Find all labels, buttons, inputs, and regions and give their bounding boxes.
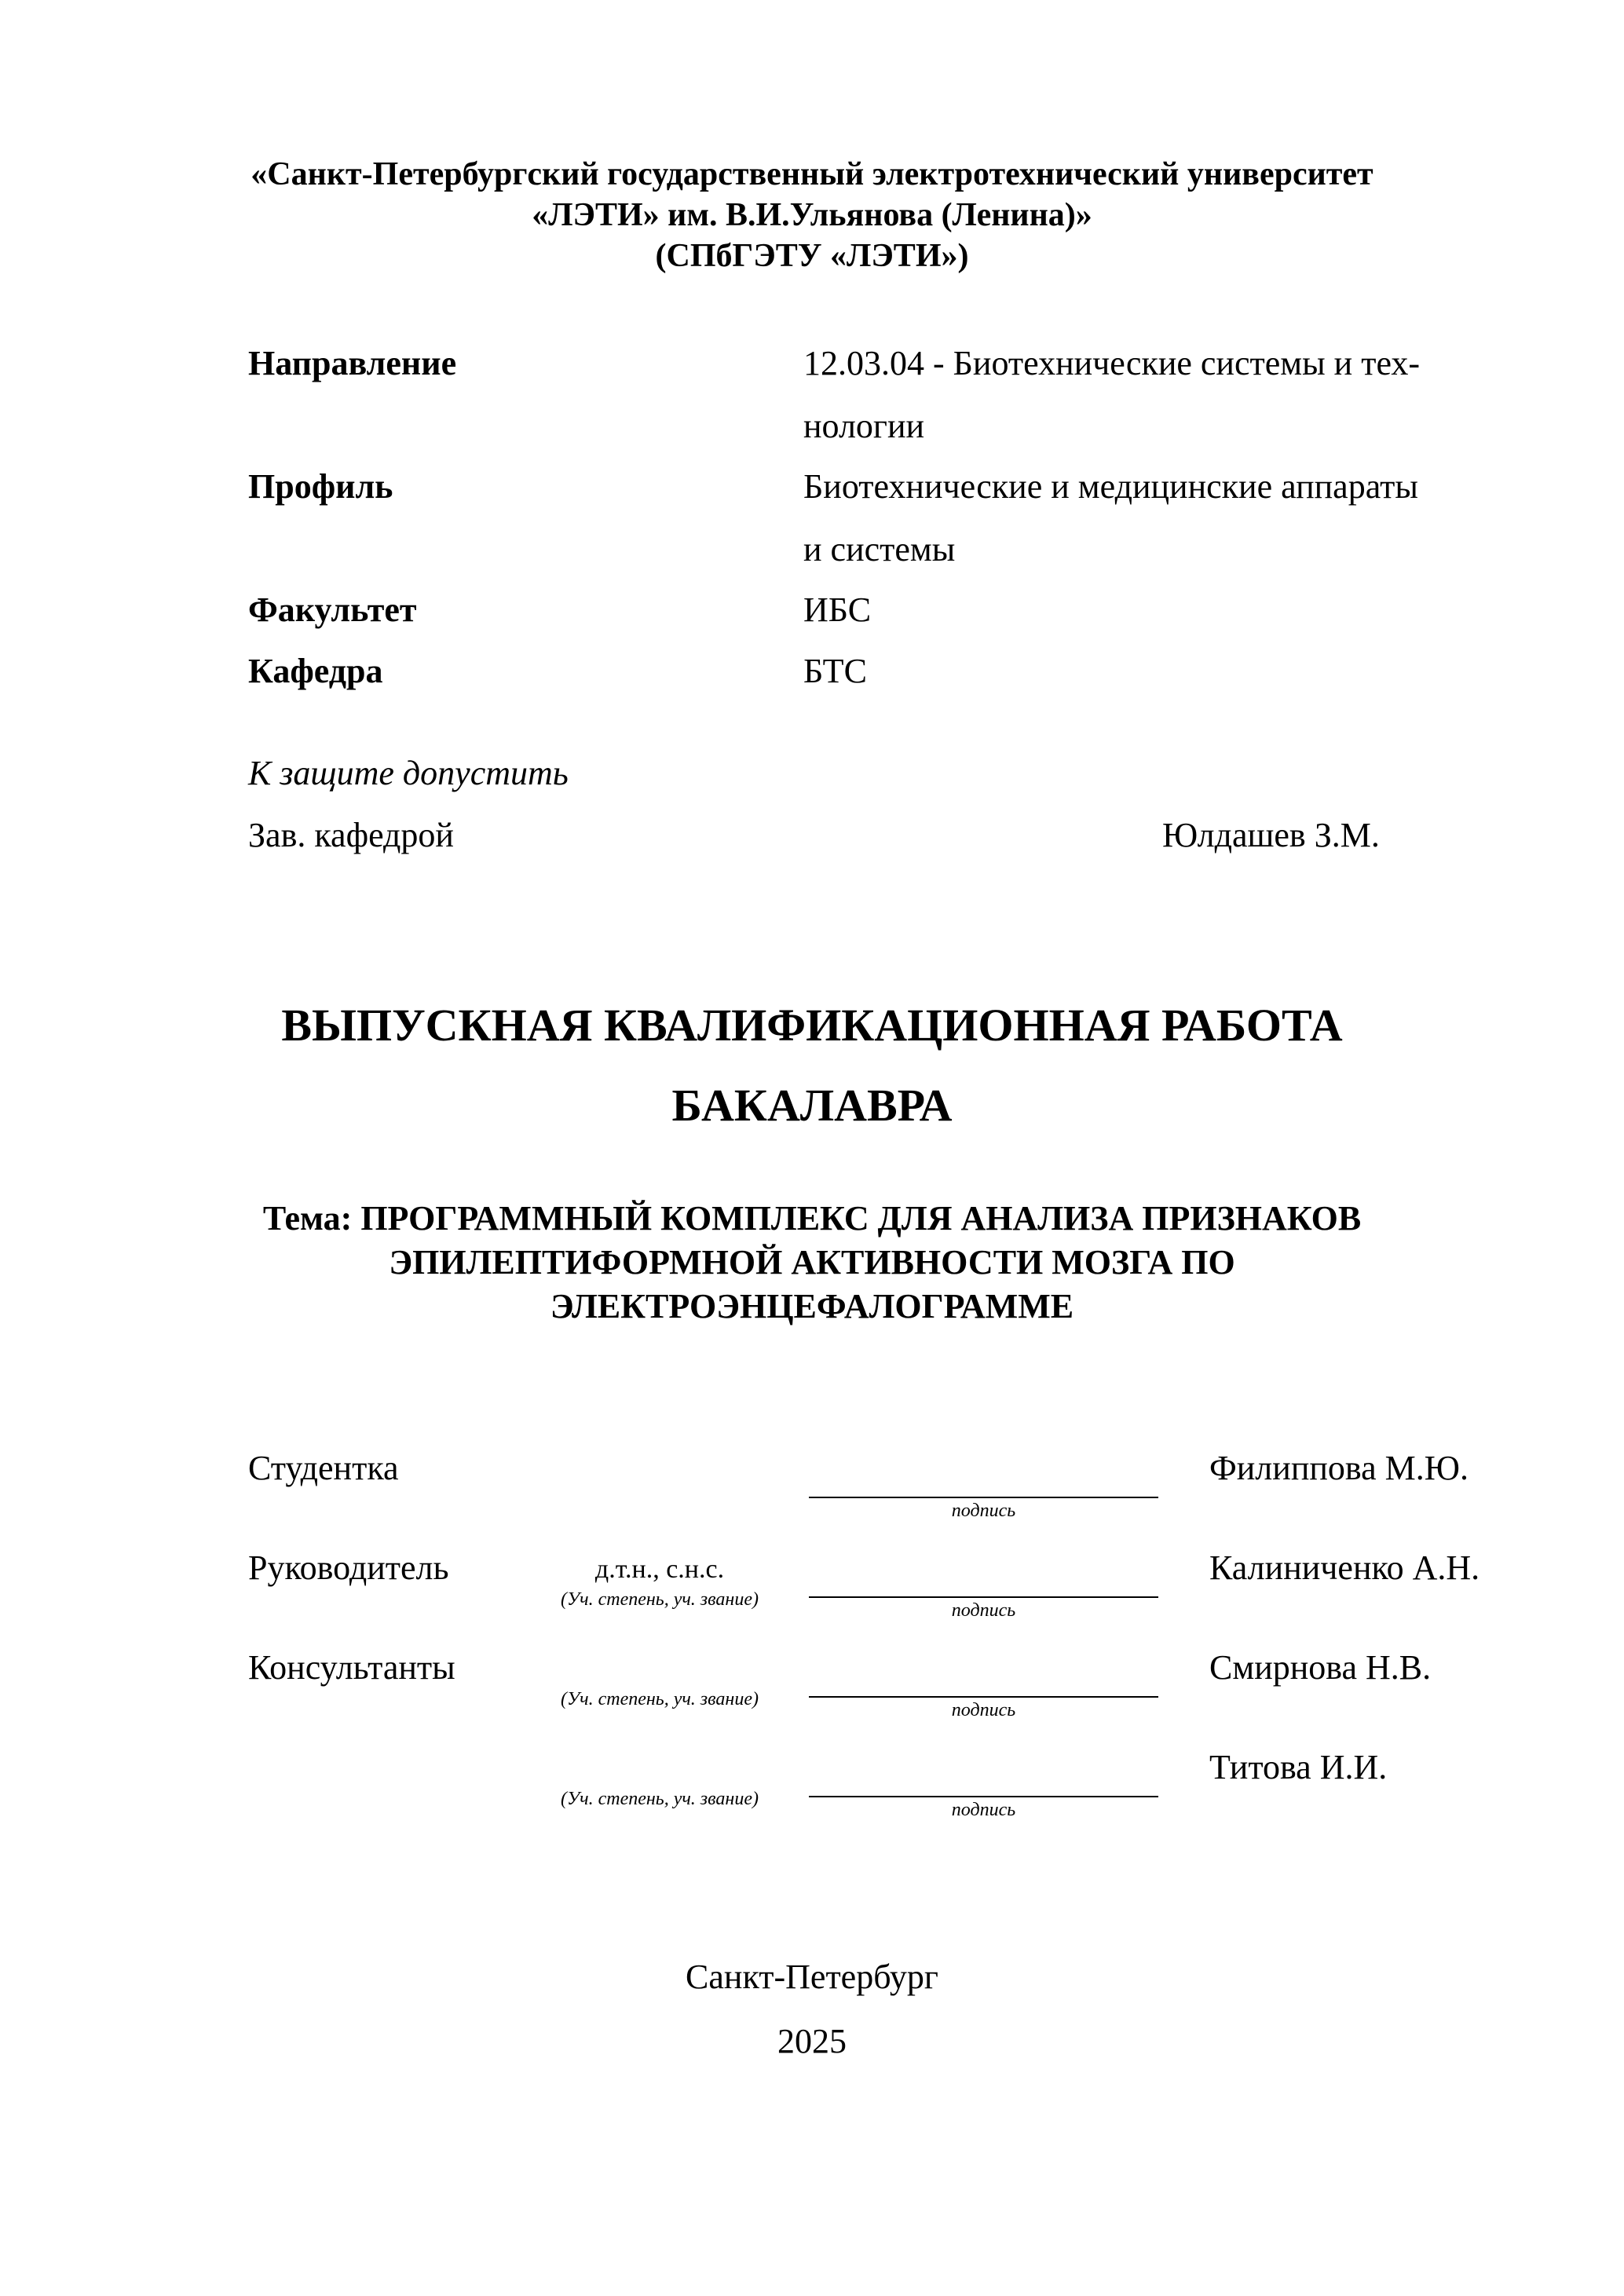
university-header <box>0 154 1624 276</box>
signature-row-consultant-2 <box>0 1736 1624 1823</box>
university-abbreviation: (СПбГЭТУ «ЛЭТИ») <box>655 238 969 274</box>
signature-name: Смирнова Н.В. <box>1209 1648 1432 1687</box>
signature-role: Студентка <box>248 1449 399 1487</box>
info-value <box>803 455 1526 581</box>
work-title-line: ВЫПУСКНАЯ КВАЛИФИКАЦИОННАЯ РАБОТА <box>281 1000 1343 1051</box>
head-of-department-label: Зав. кафедрой <box>248 816 454 854</box>
info-value-line: БТС <box>803 652 867 690</box>
info-value <box>803 579 1526 642</box>
signature-caption: подпись <box>951 1800 1016 1820</box>
signature-role: Руководитель <box>248 1548 449 1587</box>
signature-name: Филиппова М.Ю. <box>1209 1449 1469 1487</box>
city: Санкт-Петербург <box>686 1958 938 1996</box>
signature-name: Титова И.И. <box>1209 1748 1388 1786</box>
signature-row-consultant-1 <box>0 1636 1624 1723</box>
signature-line <box>809 1596 1158 1598</box>
work-title <box>0 985 1624 1146</box>
university-name-line: «Санкт-Петербургский государственный электротехнический университет <box>251 156 1373 192</box>
info-row-department <box>248 640 1505 703</box>
academic-degree-caption: (Уч. степень, уч. звание) <box>561 1689 759 1709</box>
work-topic <box>0 1197 1624 1329</box>
topic-line: ЭЛЕКТРОЭНЦЕФАЛОГРАММЕ <box>550 1287 1074 1325</box>
work-title-line: БАКАЛАВРА <box>671 1080 953 1131</box>
signature-caption: подпись <box>951 1501 1016 1521</box>
info-key: Профиль <box>248 467 393 506</box>
info-value-line: ИБС <box>803 590 872 629</box>
admission-note: К защите допустить <box>248 754 569 792</box>
signature-line <box>809 1796 1158 1797</box>
info-key: Факультет <box>248 590 417 629</box>
info-key: Направление <box>248 344 457 382</box>
signature-row-supervisor <box>0 1537 1624 1623</box>
info-key: Кафедра <box>248 652 383 690</box>
info-row-faculty <box>248 579 1505 642</box>
topic-line: Тема: ПРОГРАММНЫЙ КОМПЛЕКС ДЛЯ АНАЛИЗА ПРИЗНАКОВ <box>262 1199 1362 1238</box>
topic-line: ЭПИЛЕПТИФОРМНОЙ АКТИВНОСТИ МОЗГА ПО <box>389 1243 1235 1281</box>
signature-role: Консультанты <box>248 1648 455 1687</box>
signature-row-student <box>0 1437 1624 1523</box>
info-value-line: и системы <box>803 530 956 569</box>
info-value-line: 12.03.04 - Биотехнические системы и тех- <box>803 344 1421 382</box>
academic-degree-caption: (Уч. степень, уч. звание) <box>561 1589 759 1610</box>
info-value <box>803 640 1526 703</box>
signature-name: Калиниченко А.Н. <box>1209 1548 1480 1587</box>
info-value-line: Биотехнические и медицинские аппараты <box>803 467 1418 506</box>
academic-degree-caption: (Уч. степень, уч. звание) <box>561 1789 759 1809</box>
signature-caption: подпись <box>951 1700 1016 1720</box>
year: 2025 <box>777 2022 847 2060</box>
info-row-direction <box>248 332 1505 445</box>
signature-line <box>809 1497 1158 1498</box>
info-value-line: нологии <box>803 407 925 445</box>
academic-degree: д.т.н., с.н.с. <box>594 1555 725 1584</box>
head-of-department-name: Юлдашев З.М. <box>1162 816 1380 854</box>
info-value <box>803 332 1526 458</box>
signature-caption: подпись <box>951 1600 1016 1621</box>
signature-line <box>809 1696 1158 1698</box>
university-name-line: «ЛЭТИ» им. В.И.Ульянова (Ленина)» <box>532 197 1092 233</box>
info-row-profile <box>248 455 1505 569</box>
